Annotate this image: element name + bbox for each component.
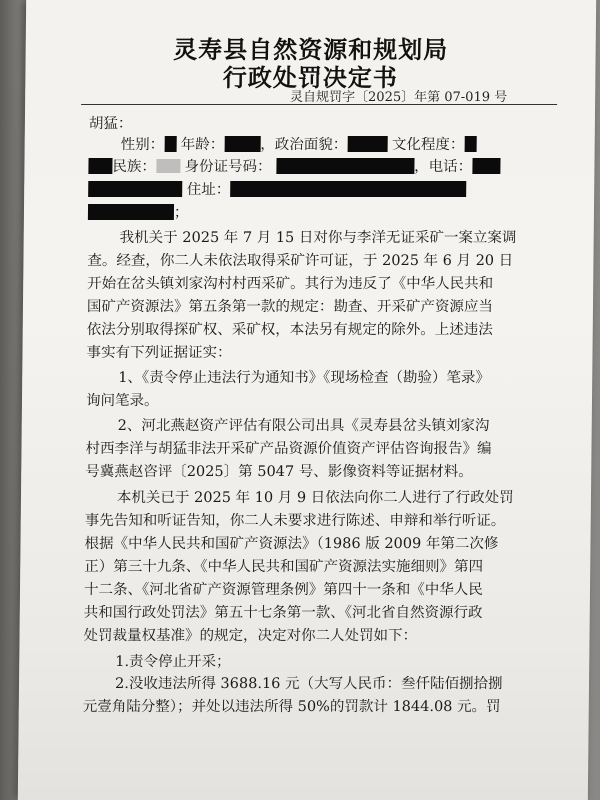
id-number-label: 身份证号码： (184, 159, 272, 175)
body-line: 国矿产资源法》第五条第一款的规定：勘查、开采矿产资源应当 (86, 299, 494, 315)
body-line: 事实有下列证据证实： (86, 345, 232, 361)
age-label: 年龄： (180, 137, 225, 153)
redaction-bar (472, 158, 500, 174)
body-line: 依法分别取得探矿权、采矿权，本法另有规定的除外。上述违法 (86, 322, 493, 338)
line-end: ； (173, 205, 189, 221)
gender-label: 性别： (120, 137, 165, 153)
redaction-bar (156, 159, 180, 173)
party-info-line-1 (121, 133, 477, 154)
body-line: 共和国行政处罚法》第五十七条第一款、《河北省自然资源行政 (83, 605, 483, 621)
education-label: 文化程度： (391, 137, 465, 153)
body-line: 根据《中华人民共和国矿产资源法》（1986 版 2009 年第二次修 (84, 536, 499, 552)
redaction-bar (88, 181, 182, 197)
redaction-bar (230, 181, 466, 197)
phone-label: ，电话： (414, 159, 473, 175)
document-title-agency: 灵寿县自然资源和规划局 (173, 35, 449, 64)
redaction-bar (347, 136, 387, 152)
body-line: 正）第三十九条、《中华人民共和国矿产资源法实施细则》第四 (84, 559, 484, 575)
evidence-2-line: 村西李洋与胡猛非法开采矿产品资源价值资产评估咨询报告》编 (85, 441, 492, 457)
evidence-2-line: 号冀燕赵咨评〔2025〕第 5047 号、影像资料等证据材料。 (85, 464, 473, 480)
party-name: 胡猛： (88, 116, 133, 132)
redaction-bar (464, 136, 476, 152)
ethnicity-label: 民族： (112, 159, 157, 175)
document-page (18, 0, 596, 800)
document-number: 灵自规罚字〔2025〕年第 07-019 号 (289, 90, 508, 105)
decision-item-2-line: 元壹角陆分整）；并处以违法所得 50%的罚款计 1844.08 元。罚 (82, 699, 501, 715)
redaction-bar (224, 136, 260, 152)
body-line: 本机关已于 2025 年 10 月 9 日依法向你二人进行了行政处罚 (116, 490, 514, 506)
body-line: 我机关于 2025 年 7 月 15 日对你与李洋无证采矿一案立案调 (119, 230, 517, 246)
redaction-bar (276, 158, 414, 174)
party-info-line-2 (88, 155, 500, 176)
redaction-bar (88, 158, 112, 174)
evidence-2-line: 2、河北燕赵资产评估有限公司出具《灵寿县岔头镇刘家沟 (117, 418, 490, 434)
document-title-type: 行政处罚决定书 (222, 63, 399, 92)
evidence-1-line: 1、《责令停止违法行为通知书》《现场检查（勘验）笔录》 (118, 370, 491, 386)
party-info-line-4 (88, 201, 189, 222)
redaction-bar (88, 204, 174, 220)
body-line: 十二条、《河北省矿产资源管理条例》第四十一条和《中华人民 (83, 582, 483, 598)
body-line: 事先告知和听证告知，你二人未要求进行陈述、申辩和举行听证。 (84, 513, 506, 529)
body-line: 查。经查，你二人未依法取得采矿许可证，于 2025 年 6 月 20 日 (87, 253, 514, 269)
header-divider (81, 104, 557, 105)
evidence-1-line: 询问笔录。 (85, 393, 159, 409)
party-info-line-3 (88, 178, 466, 199)
body-line: 处罚裁量权基准》的规定，决定对你二人处罚如下： (83, 628, 418, 644)
decision-item-2-line: 2.没收违法所得 3688.16 元（大写人民币：叁仟陆佰捌拾捌 (114, 676, 503, 692)
redaction-bar (164, 136, 176, 152)
politics-label: ，政治面貌： (260, 137, 348, 153)
decision-item-1: 1.责令停止开采； (115, 654, 231, 670)
address-label: 住址： (186, 182, 231, 198)
body-line: 开始在岔头镇刘家沟村村西采矿。其行为违反了《中华人民共和 (87, 276, 494, 292)
